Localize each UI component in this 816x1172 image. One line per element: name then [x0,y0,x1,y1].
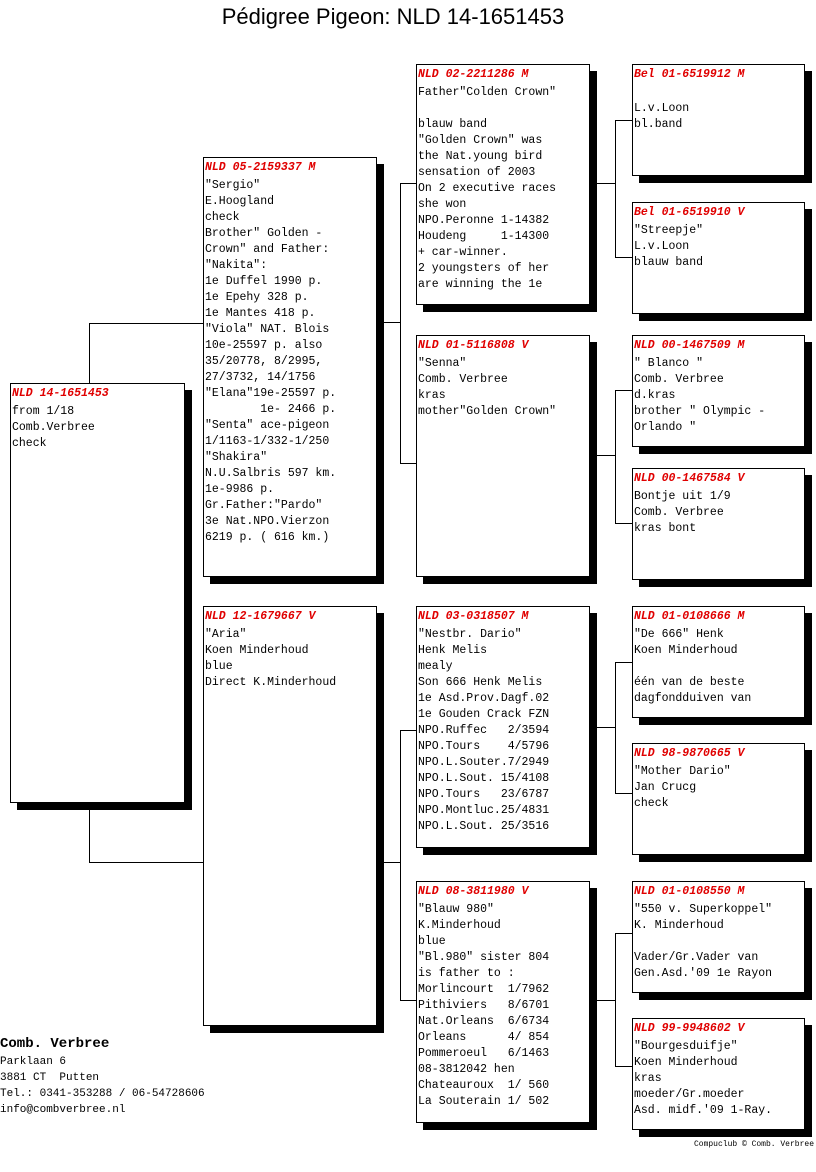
connector-line [615,120,616,258]
card-info: "Bourgesduifje" Koen Minderhoud kras moeder/Gr.moeder Asd. midf.'09 1-Ray. [634,1040,773,1117]
ring-number: NLD 00-1467509 M [634,339,745,352]
connector-line [89,810,90,863]
ring-number: NLD 02-2211286 M [418,68,529,81]
card-info: "Blauw 980" K.Minderhoud blue "Bl.980" sister 804 is father to : Morlincourt 1/7962 Pithiviers 8/6701 Nat.Orleans 6/6734 Orleans 4/ 854 Pommeroeul 6/1463 08-3812042 hen Chateauroux 1/ 560 La Souterain 1/ 502 [418,903,550,1108]
ring-number: NLD 08-3811980 V [418,885,529,898]
connector-line [400,463,416,464]
card-info: Bontje uit 1/9 Comb. Verbree kras bont [634,490,731,535]
dam-dam-dam-card [632,1018,805,1130]
ring-number: NLD 01-5116808 V [418,339,529,352]
card-info: "Nestbr. Dario" Henk Melis mealy Son 666 Henk Melis 1e Asd.Prov.Dagf.02 1e Gouden Crack FZN NPO.Ruffec 2/3594 NPO.Tours 4/5796 NPO.L.Souter.7/2949 NPO.L.Sout. 15/4108 NPO.Tours 23/6787 NPO.Montluc.25/4831 NPO.L.Sout. 25/3516 [418,628,550,833]
connector-line [615,933,632,934]
card-info: "Aria" Koen Minderhoud blue Direct K.Minderhoud [205,628,337,689]
sire-sire-sire-card [632,64,805,176]
dam-sire-sire-card [632,606,805,718]
connector-line [615,1066,632,1067]
dam-sire-card [416,606,590,848]
connector-line [615,390,632,391]
card-info: from 1/18 Comb.Verbree check [12,405,95,450]
ring-number: Bel 01-6519910 V [634,206,745,219]
connector-line [615,793,632,794]
dam-dam-card [416,881,590,1123]
connector-line [615,390,616,524]
card-info: "550 v. Superkoppel" K. Minderhoud Vader/Gr.Vader van Gen.Asd.'09 1e Rayon [634,903,773,980]
connector-line [615,933,616,1067]
connector-line [89,862,203,863]
ring-number: NLD 01-0108550 M [634,885,745,898]
ring-number: NLD 12-1679667 V [205,610,316,623]
connector-line [400,730,416,731]
dam-dam-sire-card [632,881,805,993]
ring-number: Bel 01-6519912 M [634,68,745,81]
connector-line [400,1000,416,1001]
ring-number: NLD 00-1467584 V [634,472,745,485]
card-info: "Sergio" E.Hoogland check Brother" Golden - Crown" and Father: "Nakita": 1e Duffel 1990 p. 1e Epehy 328 p. 1e Mantes 418 p. "Viola" NAT. Blois 10e-25597 p. also 35/20778, 8/2995, 27/3732, 14/1756 "Elana"19e-25597 p. 1e- 2466 p. "Senta" ace-pigeon 1/1163-1/332-1/250 "Shakira" N.U.Salbris 597 km. 1e-9986 p. Gr.Father:"Pardo" 3e Nat.NPO.Vierzon 6219 p. ( 616 km.) [205,179,337,544]
card-info: "Streepje" L.v.Loon blauw band [634,224,704,269]
connector-line [597,727,616,728]
card-info: "Senna" Comb. Verbree kras mother"Golden Crown" [418,357,557,418]
father-card [203,157,377,577]
owner-name: Comb. Verbree [0,1036,110,1052]
sire-dam-card [416,335,590,577]
owner-street: Parklaan 6 [0,1056,67,1068]
card-info: L.v.Loon bl.band [634,102,690,131]
sire-dam-dam-card [632,468,805,580]
card-info: "De 666" Henk Koen Minderhoud één van de beste dagfondduiven van [634,628,752,705]
connector-line [615,662,616,794]
card-info: Father"Colden Crown" blauw band "Golden Crown" was the Nat.young bird sensation of 2003 On 2 executive races she won NPO.Peronne 1-14382 Houdeng 1-14300 + car-winner. 2 youngsters of her are winning the 1e [418,86,557,291]
ring-number: NLD 98-9870665 V [634,747,745,760]
owner-phone: Tel.: 0341-353288 / 06-54728606 [0,1088,205,1100]
credit-text: Compuclub © Comb. Verbree [693,1140,814,1149]
owner-email: info@combverbree.nl [0,1104,126,1116]
owner-info [0,1034,205,1118]
connector-line [615,257,632,258]
connector-line [400,730,401,1001]
card-info: "Mother Dario" Jan Crucg check [634,765,731,810]
dam-sire-dam-card [632,743,805,855]
connector-line [400,183,401,464]
connector-line [89,323,203,324]
connector-line [383,862,401,863]
connector-line [89,323,90,384]
connector-line [615,120,632,121]
page-title: Pédigree Pigeon: NLD 14-1651453 [221,4,565,29]
connector-line [615,523,632,524]
sire-sire-dam-card [632,202,805,314]
ring-number: NLD 01-0108666 M [634,610,745,623]
connector-line [615,662,632,663]
ring-number: NLD 99-9948602 V [634,1022,745,1035]
ring-number: NLD 03-0318507 M [418,610,529,623]
connector-line [597,183,616,184]
mother-card [203,606,377,1026]
connector-line [383,322,401,323]
connector-line [597,455,616,456]
sire-sire-card [416,64,590,305]
connector-line [400,183,416,184]
owner-city: 3881 CT Putten [0,1072,100,1084]
ring-number: NLD 05-2159337 M [205,161,316,174]
sire-dam-sire-card [632,335,805,447]
connector-line [597,1000,616,1001]
ring-number: NLD 14-1651453 [12,387,109,400]
card-info: " Blanco " Comb. Verbree d.kras brother " Olympic - Orlando " [634,357,766,434]
subject-card [10,383,185,803]
